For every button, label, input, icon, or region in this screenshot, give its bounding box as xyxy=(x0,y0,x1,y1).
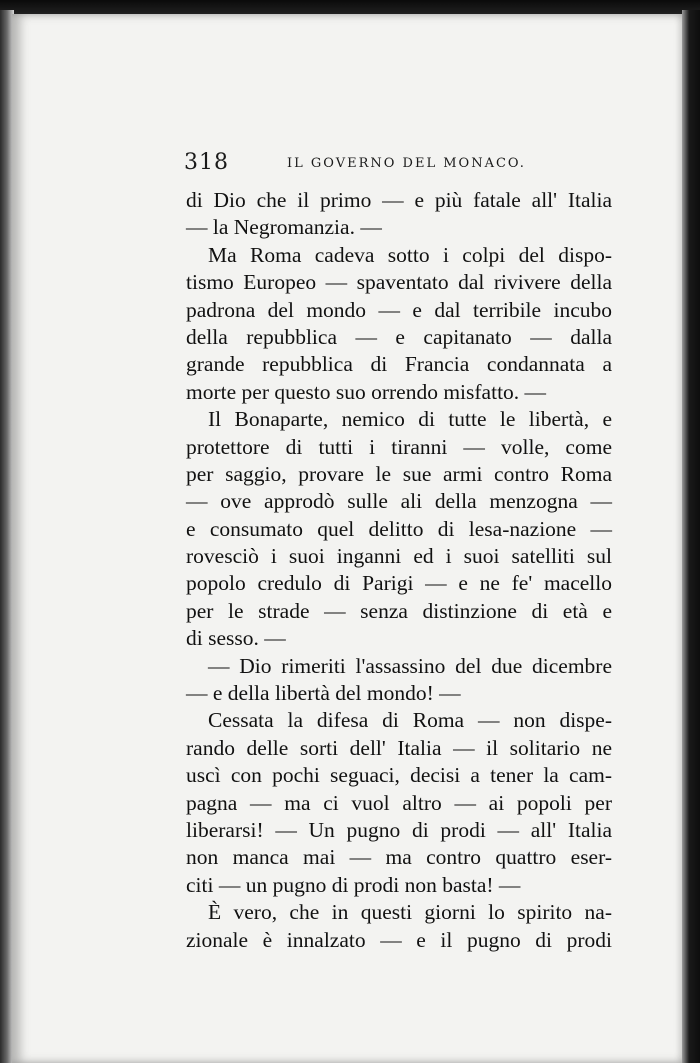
text-line: rovesciò i suoi inganni ed i suoi satelliti sul xyxy=(186,544,612,569)
text-line: padrona del mondo — e dal terribile incubo xyxy=(186,297,612,322)
text-line: liberarsi! — Un pugno di prodi — all' Italia xyxy=(186,817,612,842)
text-line: È vero, che in questi giorni lo spirito na- xyxy=(208,900,612,925)
text-line: di Dio che il primo — e più fatale all' Italia xyxy=(186,188,612,212)
page-header xyxy=(184,150,614,180)
text-line: di sesso. — xyxy=(186,626,286,651)
text-line: morte per questo suo orrendo misfatto. — xyxy=(186,379,547,404)
text-line: uscì con pochi seguaci, decisi a tener la cam- xyxy=(186,763,612,788)
page-number: 318 xyxy=(184,150,229,175)
text-line: popolo credulo di Parigi — e ne fe' macello xyxy=(186,571,612,596)
text-line: — ove approdò sulle ali della menzogna — xyxy=(186,489,612,514)
text-line: Ma Roma cadeva sotto i colpi del dispo- xyxy=(208,242,612,267)
text-line: rando delle sorti dell' Italia — il solitario ne xyxy=(186,735,612,760)
text-line: zionale è innalzato — e il pugno di prodi xyxy=(186,927,612,952)
text-line: pagna — ma ci vuol altro — ai popoli per xyxy=(186,790,612,815)
text-line: protettore di tutti i tiranni — volle, come xyxy=(186,434,612,459)
text-line: — la Negromanzia. — xyxy=(186,215,382,240)
text-line: — e della libertà del mondo! — xyxy=(186,681,461,706)
text-line: Il Bonaparte, nemico di tutte le libertà, e xyxy=(208,407,612,432)
text-line: per saggio, provare le sue armi contro Roma xyxy=(186,461,612,486)
running-head: IL GOVERNO DEL MONACO. xyxy=(287,156,526,171)
text-line: e consumato quel delitto di lesa-nazione — xyxy=(186,516,612,541)
text-line: citi — un pugno di prodi non basta! — xyxy=(186,872,521,897)
body-text xyxy=(186,187,612,954)
right-scan-border xyxy=(682,10,700,1063)
text-line: grande repubblica di Francia condannata a xyxy=(186,352,612,377)
text-line: della repubblica — e capitanato — dalla xyxy=(186,324,612,349)
text-line: tismo Europeo — spaventato dal rivivere della xyxy=(186,270,612,295)
text-line: Cessata la difesa di Roma — non dispe- xyxy=(208,708,612,733)
text-line: per le strade — senza distinzione di età e xyxy=(186,598,612,623)
text-line: non manca mai — ma contro quattro eser- xyxy=(186,845,612,870)
text-line: — Dio rimeriti l'assassino del due dicembre xyxy=(208,653,612,678)
